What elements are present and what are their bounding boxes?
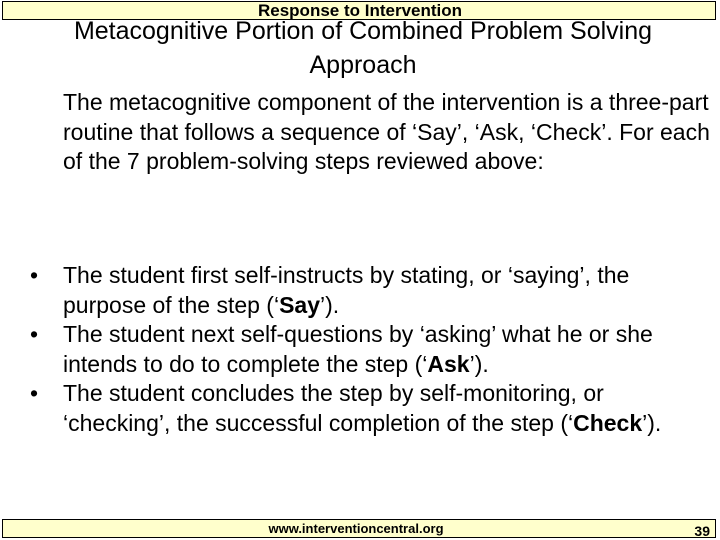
bullet-item-ask (30, 320, 713, 379)
page-number: 39 (694, 523, 710, 539)
bullet-text: The student first self-instructs by stating, or ‘saying’, the purpose of the step (‘ (63, 262, 630, 318)
bullet-text-end: ’). (469, 350, 489, 377)
bullet-marker: • (30, 321, 39, 347)
bullet-marker: • (30, 262, 39, 288)
bullet-keyword: Ask (427, 350, 470, 377)
bullet-item-say (30, 261, 713, 320)
bullet-text-end: ’). (642, 409, 662, 436)
bullet-item-check (30, 379, 713, 438)
bullet-text: The student concludes the step by self-monitoring, or ‘checking’, the successful completion of the step (‘ (63, 380, 604, 436)
bullet-text-end: ’). (320, 291, 340, 318)
header-label: Response to Intervention (257, 1, 463, 20)
slide-title: Metacognitive Portion of Combined Problem Solving Approach (73, 17, 653, 79)
bullet-keyword: Check (573, 409, 643, 436)
footer-url-link[interactable]: www.interventioncentral.org (268, 521, 444, 536)
bullet-keyword: Say (279, 291, 321, 318)
bullet-list (30, 261, 713, 438)
bullet-text: The student next self-questions by ‘asking’ what he or she intends to do to complete the step (‘ (63, 321, 653, 377)
intro-paragraph: The metacognitive component of the intervention is a three-part routine that follows a sequence of ‘Say’, ‘Ask, ‘Check’. For each of the 7 problem-solving steps reviewed above: (63, 89, 710, 174)
bullet-marker: • (30, 380, 39, 406)
